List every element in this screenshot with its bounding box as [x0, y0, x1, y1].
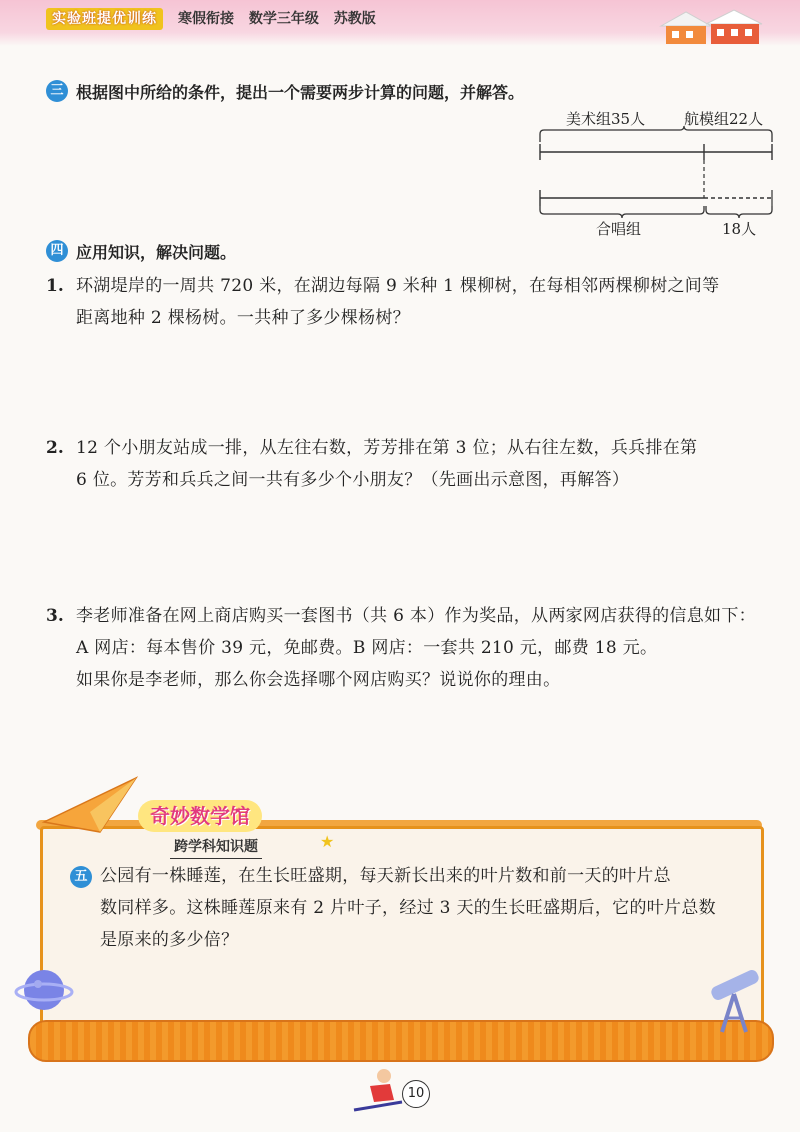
panel-title: 奇妙数学馆: [138, 800, 262, 832]
bar-diagram: [530, 102, 780, 242]
label-choir-group: 合唱组: [596, 220, 642, 238]
question-1-line1: 环湖堤岸的一周共 720 米，在湖边每隔 9 米种 1 棵柳树，在每相邻两棵柳树之间等: [76, 276, 720, 296]
question-1-line2: 距离地种 2 棵杨树。一共种了多少棵杨树？: [76, 308, 410, 328]
section-four-marker: 四: [46, 240, 68, 262]
question-3-text: [76, 600, 776, 696]
section-three-marker: 三: [46, 80, 68, 102]
question-1-number: 1.: [46, 276, 64, 296]
question-2-number: 2.: [46, 438, 64, 458]
brand-label: 实验班提优训练: [46, 8, 163, 30]
question-5-line1: 公园有一株睡莲，在生长旺盛期，每天新长出来的叶片数和前一天的叶片总: [100, 866, 671, 886]
page-number: 10: [402, 1080, 430, 1108]
section-three-instruction: 根据图中所给的条件，提出一个需要两步计算的问题，并解答。: [76, 83, 525, 102]
question-3-number: 3.: [46, 606, 64, 626]
skier-icon: [350, 1066, 406, 1114]
label-difference: 18人: [722, 220, 757, 238]
book-subtitle: 寒假衔接 数学三年级 苏教版: [178, 11, 376, 27]
question-5-text: [100, 860, 760, 956]
panel-subtitle: 跨学科知识题: [170, 836, 262, 859]
section-four-instruction: 应用知识，解决问题。: [76, 243, 237, 262]
question-1-text: [76, 270, 776, 334]
question-2-line1: 12 个小朋友站成一排，从左往右数，芳芳排在第 3 位；从右往左数，兵兵排在第: [76, 438, 698, 458]
question-2-line2: 6 位。芳芳和兵兵之间一共有多少个小朋友？（先画出示意图，再解答）: [76, 470, 630, 490]
telescope-icon: [700, 960, 780, 1040]
label-art-group: 美术组35人: [566, 110, 646, 128]
question-2-text: [76, 432, 776, 496]
question-3-line3: 如果你是李老师，那么你会选择哪个网店购买？说说你的理由。: [76, 670, 561, 690]
question-3-line2: A 网店：每本售价 39 元，免邮费。B 网店：一套共 210 元，邮费 18 元。: [76, 638, 658, 658]
scroll-bottom-roll: [28, 1020, 774, 1062]
planet-icon: [14, 960, 74, 1020]
star-icon: ★: [320, 832, 335, 851]
section-five-marker: 五: [70, 866, 92, 888]
question-5-line2: 数同样多。这株睡莲原来有 2 片叶子，经过 3 天的生长旺盛期后，它的叶片总数: [100, 898, 716, 918]
question-3-line1: 李老师准备在网上商店购买一套图书（共 6 本）作为奖品，从两家网店获得的信息如下：: [76, 606, 756, 626]
label-model-group: 航模组22人: [684, 110, 764, 128]
paper-plane-icon: [40, 772, 140, 842]
house-icon: [656, 6, 766, 46]
question-5-line3: 是原来的多少倍？: [100, 930, 239, 950]
